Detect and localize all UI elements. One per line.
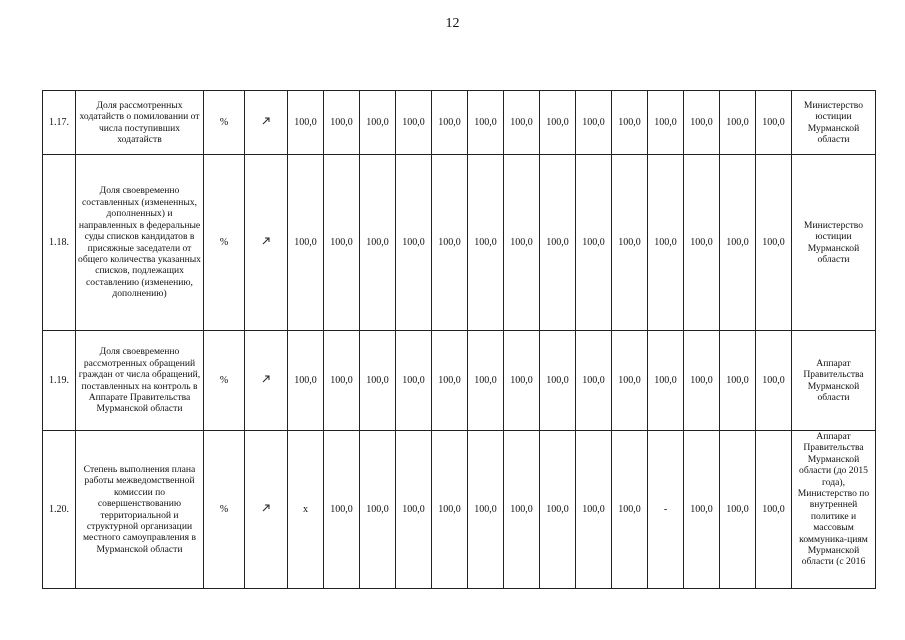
row-number: 1.19. bbox=[43, 331, 76, 431]
value-cell: 100,0 bbox=[504, 91, 540, 155]
value-cell: 100,0 bbox=[432, 431, 468, 589]
value-cell: 100,0 bbox=[432, 155, 468, 331]
value-cell: 100,0 bbox=[324, 91, 360, 155]
unit-cell: % bbox=[204, 431, 245, 589]
value-cell: 100,0 bbox=[468, 331, 504, 431]
value-cell: 100,0 bbox=[720, 431, 756, 589]
indicators-table bbox=[42, 90, 876, 589]
trend-cell bbox=[245, 331, 288, 431]
value-cell: 100,0 bbox=[324, 331, 360, 431]
value-cell: 100,0 bbox=[756, 91, 792, 155]
value-cell: 100,0 bbox=[756, 331, 792, 431]
responsible-executor: Министерство юстиции Мурманской области bbox=[792, 91, 876, 155]
value-cell: 100,0 bbox=[612, 431, 648, 589]
row-number: 1.17. bbox=[43, 91, 76, 155]
value-cell: 100,0 bbox=[468, 431, 504, 589]
value-cell: 100,0 bbox=[396, 331, 432, 431]
arrow-up-right-icon bbox=[261, 374, 271, 384]
indicator-description: Доля рассмотренных ходатайств о помиловании от числа поступивших ходатайств bbox=[76, 91, 204, 155]
value-cell: 100,0 bbox=[504, 155, 540, 331]
value-cell: 100,0 bbox=[504, 331, 540, 431]
responsible-executor: Аппарат Правительства Мурманской области bbox=[792, 331, 876, 431]
value-cell: 100,0 bbox=[612, 155, 648, 331]
row-number: 1.18. bbox=[43, 155, 76, 331]
unit-cell: % bbox=[204, 91, 245, 155]
value-cell: 100,0 bbox=[396, 155, 432, 331]
value-cell: 100,0 bbox=[468, 91, 504, 155]
value-cell: 100,0 bbox=[360, 331, 396, 431]
value-cell: 100,0 bbox=[612, 331, 648, 431]
arrow-up-right-icon bbox=[261, 116, 271, 126]
arrow-up-right-icon bbox=[261, 503, 271, 513]
value-cell: 100,0 bbox=[576, 431, 612, 589]
value-cell: 100,0 bbox=[540, 431, 576, 589]
value-cell: - bbox=[648, 431, 684, 589]
responsible-executor: Аппарат Правительства Мурманской области (до 2015 года), Министерство по внутренней политике и массовым коммуника-циям Мурманской области (с 2016 bbox=[792, 431, 876, 589]
value-cell: 100,0 bbox=[288, 155, 324, 331]
value-cell: 100,0 bbox=[684, 331, 720, 431]
responsible-executor: Министерство юстиции Мурманской области bbox=[792, 155, 876, 331]
value-cell: 100,0 bbox=[648, 331, 684, 431]
value-cell: 100,0 bbox=[684, 155, 720, 331]
value-cell: 100,0 bbox=[756, 431, 792, 589]
value-cell: 100,0 bbox=[360, 155, 396, 331]
value-cell: 100,0 bbox=[576, 155, 612, 331]
value-cell: x bbox=[288, 431, 324, 589]
value-cell: 100,0 bbox=[360, 91, 396, 155]
indicator-description: Доля своевременно рассмотренных обращений граждан от числа обращений, поставленных на контроль в Аппарате Правительства Мурманской области bbox=[76, 331, 204, 431]
value-cell: 100,0 bbox=[684, 91, 720, 155]
value-cell: 100,0 bbox=[540, 331, 576, 431]
value-cell: 100,0 bbox=[288, 91, 324, 155]
table-row bbox=[43, 331, 876, 431]
trend-cell bbox=[245, 91, 288, 155]
value-cell: 100,0 bbox=[324, 155, 360, 331]
value-cell: 100,0 bbox=[396, 91, 432, 155]
value-cell: 100,0 bbox=[540, 91, 576, 155]
trend-cell bbox=[245, 155, 288, 331]
value-cell: 100,0 bbox=[504, 431, 540, 589]
value-cell: 100,0 bbox=[468, 155, 504, 331]
value-cell: 100,0 bbox=[720, 155, 756, 331]
indicator-description: Доля своевременно составленных (измененных, дополненных) и направленных в федеральные суды списков кандидатов в присяжные заседатели от общего количества указанных списков, подлежащих составлению (изменению, дополнению) bbox=[76, 155, 204, 331]
table-row bbox=[43, 431, 876, 589]
row-number: 1.20. bbox=[43, 431, 76, 589]
value-cell: 100,0 bbox=[576, 91, 612, 155]
value-cell: 100,0 bbox=[360, 431, 396, 589]
value-cell: 100,0 bbox=[432, 91, 468, 155]
trend-cell bbox=[245, 431, 288, 589]
indicator-description: Степень выполнения плана работы межведомственной комиссии по совершенствованию территориальной и структурной организации местного самоуправления в Мурманской области bbox=[76, 431, 204, 589]
value-cell: 100,0 bbox=[432, 331, 468, 431]
value-cell: 100,0 bbox=[720, 91, 756, 155]
value-cell: 100,0 bbox=[324, 431, 360, 589]
value-cell: 100,0 bbox=[576, 331, 612, 431]
unit-cell: % bbox=[204, 155, 245, 331]
value-cell: 100,0 bbox=[396, 431, 432, 589]
table-row bbox=[43, 155, 876, 331]
value-cell: 100,0 bbox=[684, 431, 720, 589]
value-cell: 100,0 bbox=[288, 331, 324, 431]
page-number: 12 bbox=[445, 16, 460, 31]
value-cell: 100,0 bbox=[648, 155, 684, 331]
table-row bbox=[43, 91, 876, 155]
value-cell: 100,0 bbox=[756, 155, 792, 331]
value-cell: 100,0 bbox=[720, 331, 756, 431]
value-cell: 100,0 bbox=[540, 155, 576, 331]
arrow-up-right-icon bbox=[261, 236, 271, 246]
value-cell: 100,0 bbox=[648, 91, 684, 155]
value-cell: 100,0 bbox=[612, 91, 648, 155]
unit-cell: % bbox=[204, 331, 245, 431]
